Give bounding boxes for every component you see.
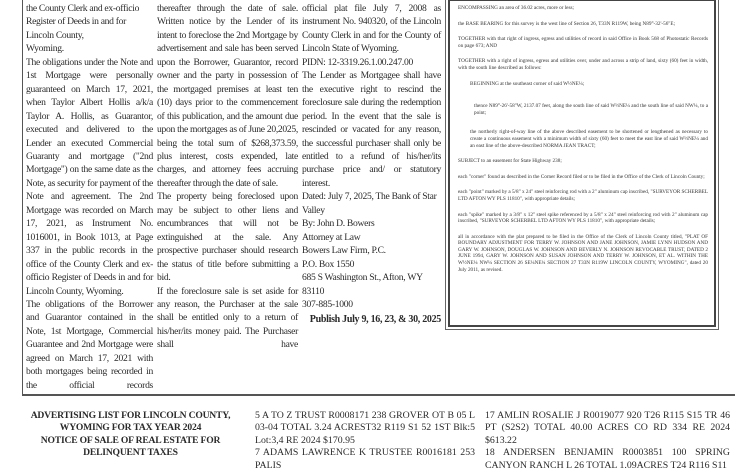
paragraph: The obligations of the Borrower and Guarantor contained in the Note, 1st Mortgage, Commercial Guarantee and 2nd Mortgage were agreed on March 17, 2021 with both mortgages being recorded in the official records <box>26 298 153 391</box>
legal-paragraph: TOGETHER with a right of ingress, egress and utilities over, under and across a strip of land, sixty (60) feet in width, with the south line described as follows: <box>458 58 708 71</box>
paragraph: The obligations under the Note and 1st Mortgage were personally guaranteed on March 17, 2021, when Taylor Albert Hollis a/k/a Taylor A. Hollis, as Guarantor, executed and delivered to the Lender an executed Commercial Guaranty and mortgage ("2nd Mortgage") on the same date as the Note, as security for payment of the Note and agreement. The 2nd Mortgage was recorded on March 17, 2021, as Instrument No. 1016001, in Book 1013, at Page 337 in the public records in the office of the County Clerk and ex-officio Register of Deeds in and for Lincoln County, Wyoming. <box>26 56 153 297</box>
notice-column-1 <box>26 2 153 392</box>
tax-sale-headline <box>28 410 233 460</box>
legal-paragraph: BEGINNING at the southeast corner of said W½NE¼; <box>470 80 585 87</box>
dated-line: Dated: July 7, 2025, The Bank of Star Valley <box>302 191 437 216</box>
headline-line: ADVERTISING LIST FOR LINCOLN COUNTY, <box>30 410 231 421</box>
legal-paragraph: each "point" marked by a 5/8" x 24" steel reinforcing rod with a 2" aluminum cap inscribed, "SURVEYOR SCHERBEL LTD AFTON WY PLS 11810", with appropriate details; <box>458 189 708 202</box>
paragraph: thereafter through the date of sale. Written notice by the Lender of its intent to foreclose the 2nd Mortgage by advertisement and sale has been served upon the Borrower, Guarantor, record owner and the party in possession of the mortgaged premises at least ten (10) days prior to the commencement of this publication, and the amount due upon the mortgages as of June 20,2025, being the total sum of $268,373.59, plus interest, costs expended, late charges, and attorney fees accruing thereafter through the date of sale. <box>157 3 299 189</box>
legal-paragraph: ENCOMPASSING an area of 36.02 acres, more or less; <box>458 5 574 11</box>
tax-entry: 5 A TO Z TRUST R0008171 238 GROVER OT B 05 L 03-04 TOTAL 3.24 ACREST32 R119 S1 52 1ST Blk:5 Lot:3,4 RE 2024 $170.95 <box>255 410 475 446</box>
paragraph: the County Clerk and ex-officio Register of Deeds in and for Lincoln County, <box>26 3 140 41</box>
legal-paragraph: each "corner" found as described in the Corner Record filed or to be filed in the Office of the Clerk of Lincoln County; <box>458 173 705 180</box>
legal-paragraph: the BASE BEARING for this survey is the west line of Section 26, T33N R119W, being N89°-32'-56"E; <box>458 20 676 27</box>
tax-entry: 18 ANDERSEN BENJAMIN R0003851 100 SPRING CANYON RANCH L 26 TOTAL 1.09ACRES T24 R116 S11 <box>485 447 730 471</box>
signature-title: Attorney at Law <box>302 231 361 243</box>
legal-description-body <box>448 0 716 327</box>
paragraph: official plat file July 7, 2008 as instrument No. 940320, of the Lincoln County Clerk in and for the County of Lincoln State of Wyoming. <box>302 3 441 55</box>
legal-paragraph: SUBJECT to an easement for State Highway 238; <box>458 158 562 165</box>
notice-column-3 <box>302 2 441 327</box>
legal-paragraph: all in accordance with the plat prepared to be filed in the Office of the Clerk of Lincoln County titled, "PLAT OF BOUNDARY ADJUSTMENT FOR TERRY W. JOHNSON AND JANE JOHNSON, JAMIE LYNN HUDSON AND GARY W. JOHNSON, DOUGLAS W. JOHNSON AND BEVERLY N. JOHNSON REVOCABLE TRUST, DATED 2 JUNE 1994, GARY W. JOHNSON AND SUSAN JOHNSON AND TERRY W. JOHNSON, ET AL. WITHIN THE W½NE¼ NW¼ SECTION 26 SE¼NE¼ SECTION 27 T33N R119W LINCOLN COUNTY, WYOMING", dated 20 July 2011, as revised. <box>458 233 708 273</box>
paragraph: Wyoming. <box>26 43 64 55</box>
paragraph: The Lender as Mortgagee shall have the executive right to rescind the foreclosure sale during the redemption period. In the event that the sale is rescinded or vacated for any reason, the successful purchaser shall only be entitled to a refund of his/her/its purchase price and/ or statutory interest. <box>302 70 441 189</box>
legal-paragraph: each "spike" marked by a 3/8" x 12" steel spike referenced by a 5/8" x 24" steel reinforcing rod with 2" aluminum cap inscribed, "SURVEYOR SCHERBEL LTD AFTON WY PLS 11810", with appropriate details; <box>458 211 708 225</box>
legal-paragraph: TOGETHER with that right of ingress, egress and utilities of record in said Office in Book 568 of Photostatic Records on page 673; AND <box>458 36 708 49</box>
tax-list-column-2 <box>255 410 475 472</box>
firm-name: Bowers Law Firm, P.C. <box>302 245 386 257</box>
pidn: PIDN: 12-3319.26.1.00.247.00 <box>302 56 413 68</box>
phone: 307-885-1000 <box>302 298 353 310</box>
headline-line: WYOMING FOR TAX YEAR 2024 <box>59 422 202 434</box>
legal-paragraph: the northerly right-of-way line of the above described easement to be shortened or lengthened as necessary to create a continuous easement with a minimum width of sixty (60) feet to meet the east line of said W½NE¼ and an east line of the above-described NORMA JEAN TRACT; <box>470 129 708 149</box>
tax-entry: 17 AMLIN ROSALIE J R0019077 920 T26 R115 S15 TR 46 PT (S2S2) TOTAL 40.00 ACRES CO RD 334 RE 2024 $613.22 <box>485 410 730 446</box>
address: 685 S Washington St., Afton, WY 83110 <box>302 272 423 297</box>
paragraph: The property being foreclosed upon may be subject to other liens and encumbrances that will not be extinguished at the sale. Any prospective purchaser should research the status of title before submitting a bid. <box>157 191 298 284</box>
legal-description-inset <box>445 0 719 330</box>
headline-line: NOTICE OF SALE OF REAL ESTATE FOR <box>40 434 221 446</box>
tax-entry: 7 ADAMS LAWRENCE K TRUSTEE R0016181 253 PALIS <box>255 447 475 471</box>
po-box: P.O. Box 1550 <box>302 258 355 270</box>
tax-list-column-3 <box>485 410 730 472</box>
signature-by: By: John D. Bowers <box>302 218 375 230</box>
notice-column-2 <box>157 2 298 352</box>
legal-paragraph: thence N89°-26'-58"W, 2137.07 feet, along the south line of said W½NE¼ and the south line of said NW¼, to a point; <box>474 103 708 116</box>
headline-line: DELINQUENT TAXES <box>83 447 178 459</box>
paragraph: If the foreclosure sale is set aside for any reason, the Purchaser at the sale shall be entitled only to a return of his/her/its money paid. The Purchaser shall have <box>157 285 298 351</box>
publish-dates: Publish July 9, 16, 23, & 30, 2025 <box>309 314 441 326</box>
